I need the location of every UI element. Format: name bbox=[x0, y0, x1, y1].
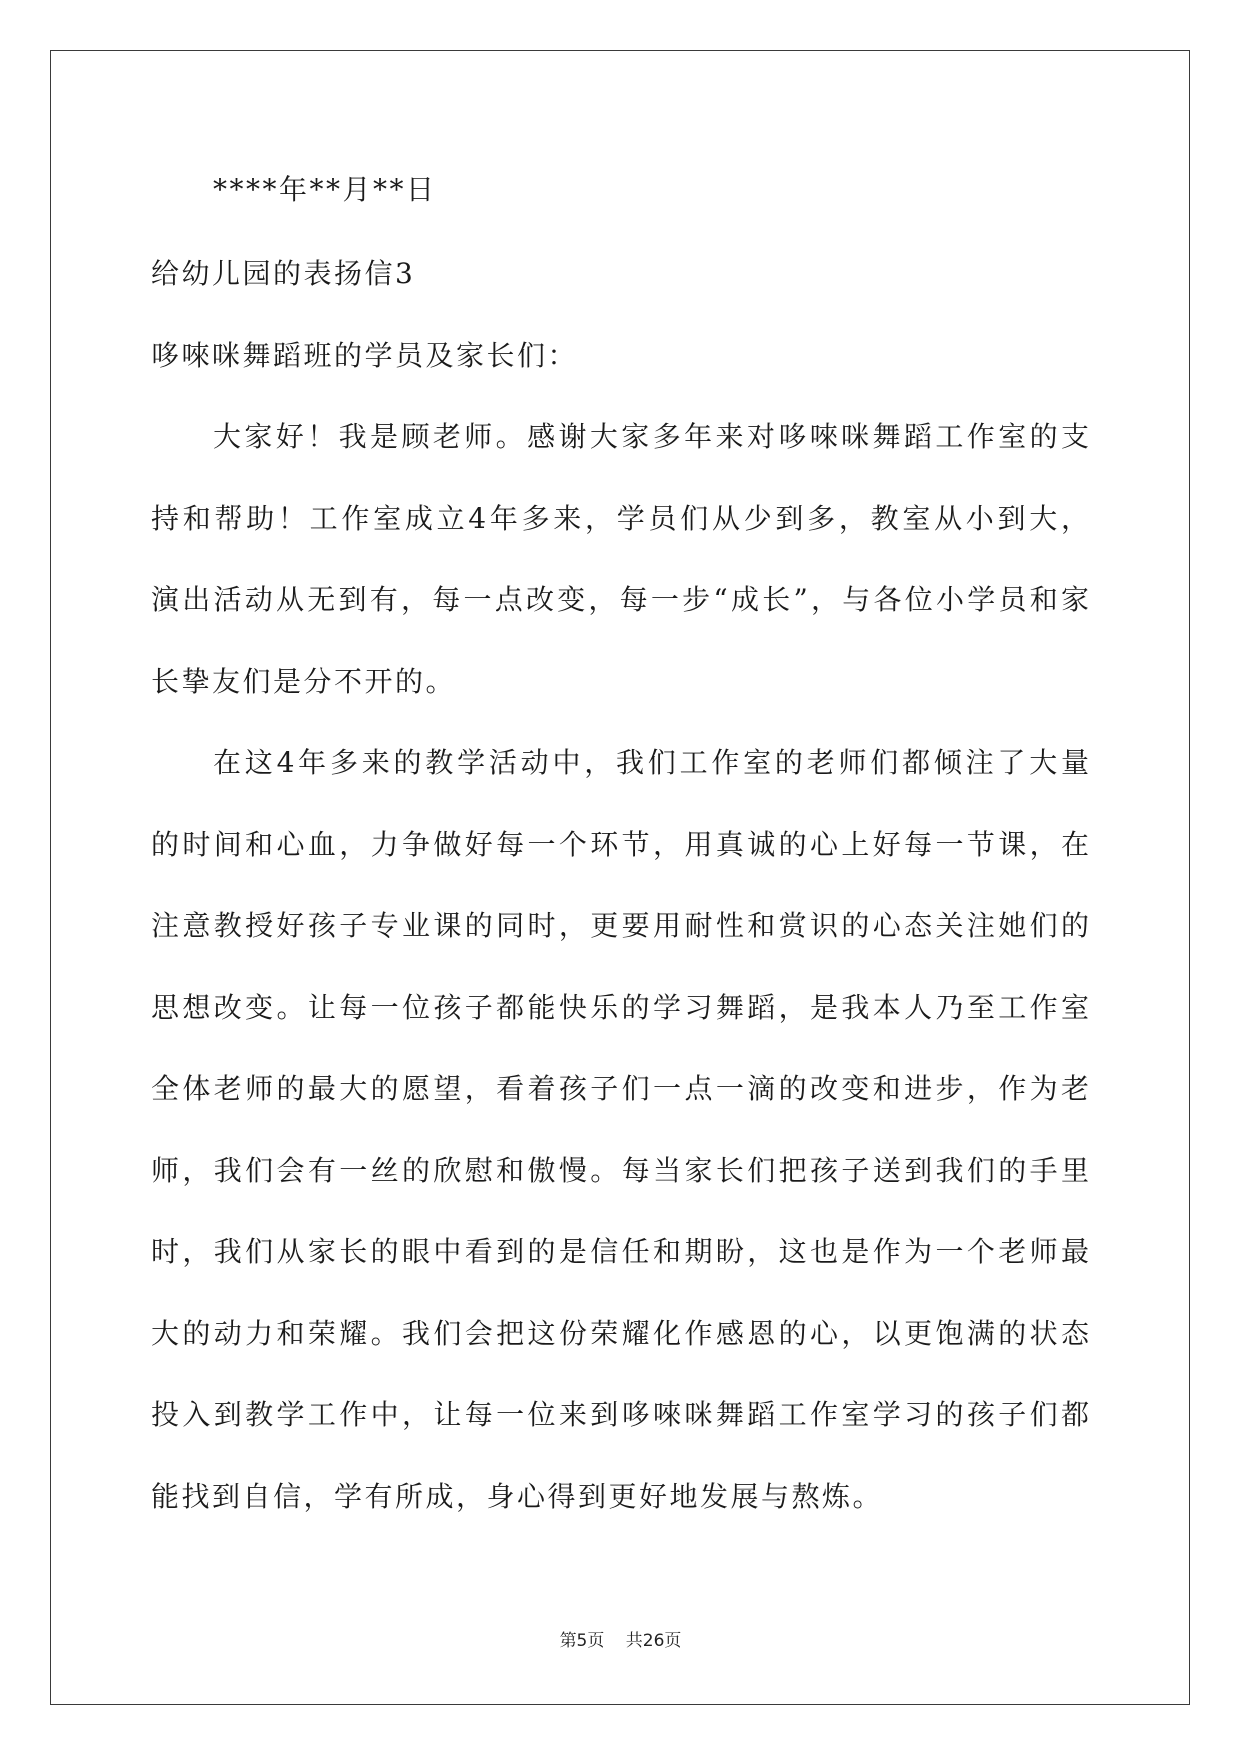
paragraph-line: 长挚友们是分不开的。 bbox=[151, 665, 457, 698]
paragraph-line: 演出活动从无到有，每一点改变，每一步“成长”，与各位小学员和家 bbox=[151, 583, 1089, 616]
page-footer bbox=[0, 1629, 1241, 1653]
document-title: 给幼儿园的表扬信3 bbox=[151, 257, 416, 290]
date-line: ****年**月**日 bbox=[213, 173, 437, 206]
paragraph-line: 思想改变。让每一位孩子都能快乐的学习舞蹈，是我本人乃至工作室 bbox=[151, 991, 1089, 1024]
page-number: 第5页 bbox=[559, 1631, 605, 1651]
paragraph-line: 持和帮助！工作室成立4年多来，学员们从少到多，教室从小到大， bbox=[151, 502, 1089, 535]
paragraph-line: 大的动力和荣耀。我们会把这份荣耀化作感恩的心，以更饱满的状态 bbox=[151, 1317, 1089, 1350]
paragraph-line: 师，我们会有一丝的欣慰和傲慢。每当家长们把孩子送到我们的手里 bbox=[151, 1154, 1089, 1187]
page-total: 共26页 bbox=[625, 1631, 682, 1651]
paragraph-line: 全体老师的最大的愿望，看着孩子们一点一滴的改变和进步，作为老 bbox=[151, 1072, 1089, 1105]
paragraph-line: 注意教授好孩子专业课的同时，更要用耐性和赏识的心态关注她们的 bbox=[151, 909, 1089, 942]
paragraph-line: 时，我们从家长的眼中看到的是信任和期盼，这也是作为一个老师最 bbox=[151, 1235, 1089, 1268]
paragraph-line: 的时间和心血，力争做好每一个环节，用真诚的心上好每一节课，在 bbox=[151, 828, 1089, 861]
paragraph-line: 能找到自信，学有所成，身心得到更好地发展与熬炼。 bbox=[151, 1480, 884, 1513]
paragraph-line: 在这4年多来的教学活动中，我们工作室的老师们都倾注了大量 bbox=[213, 746, 1089, 779]
page-border bbox=[50, 50, 1190, 1705]
paragraph-line: 投入到教学工作中，让每一位来到哆唻咪舞蹈工作室学习的孩子们都 bbox=[151, 1398, 1089, 1431]
salutation: 哆唻咪舞蹈班的学员及家长们： bbox=[151, 339, 579, 372]
paragraph-line: 大家好！我是顾老师。感谢大家多年来对哆唻咪舞蹈工作室的支 bbox=[213, 420, 1089, 453]
